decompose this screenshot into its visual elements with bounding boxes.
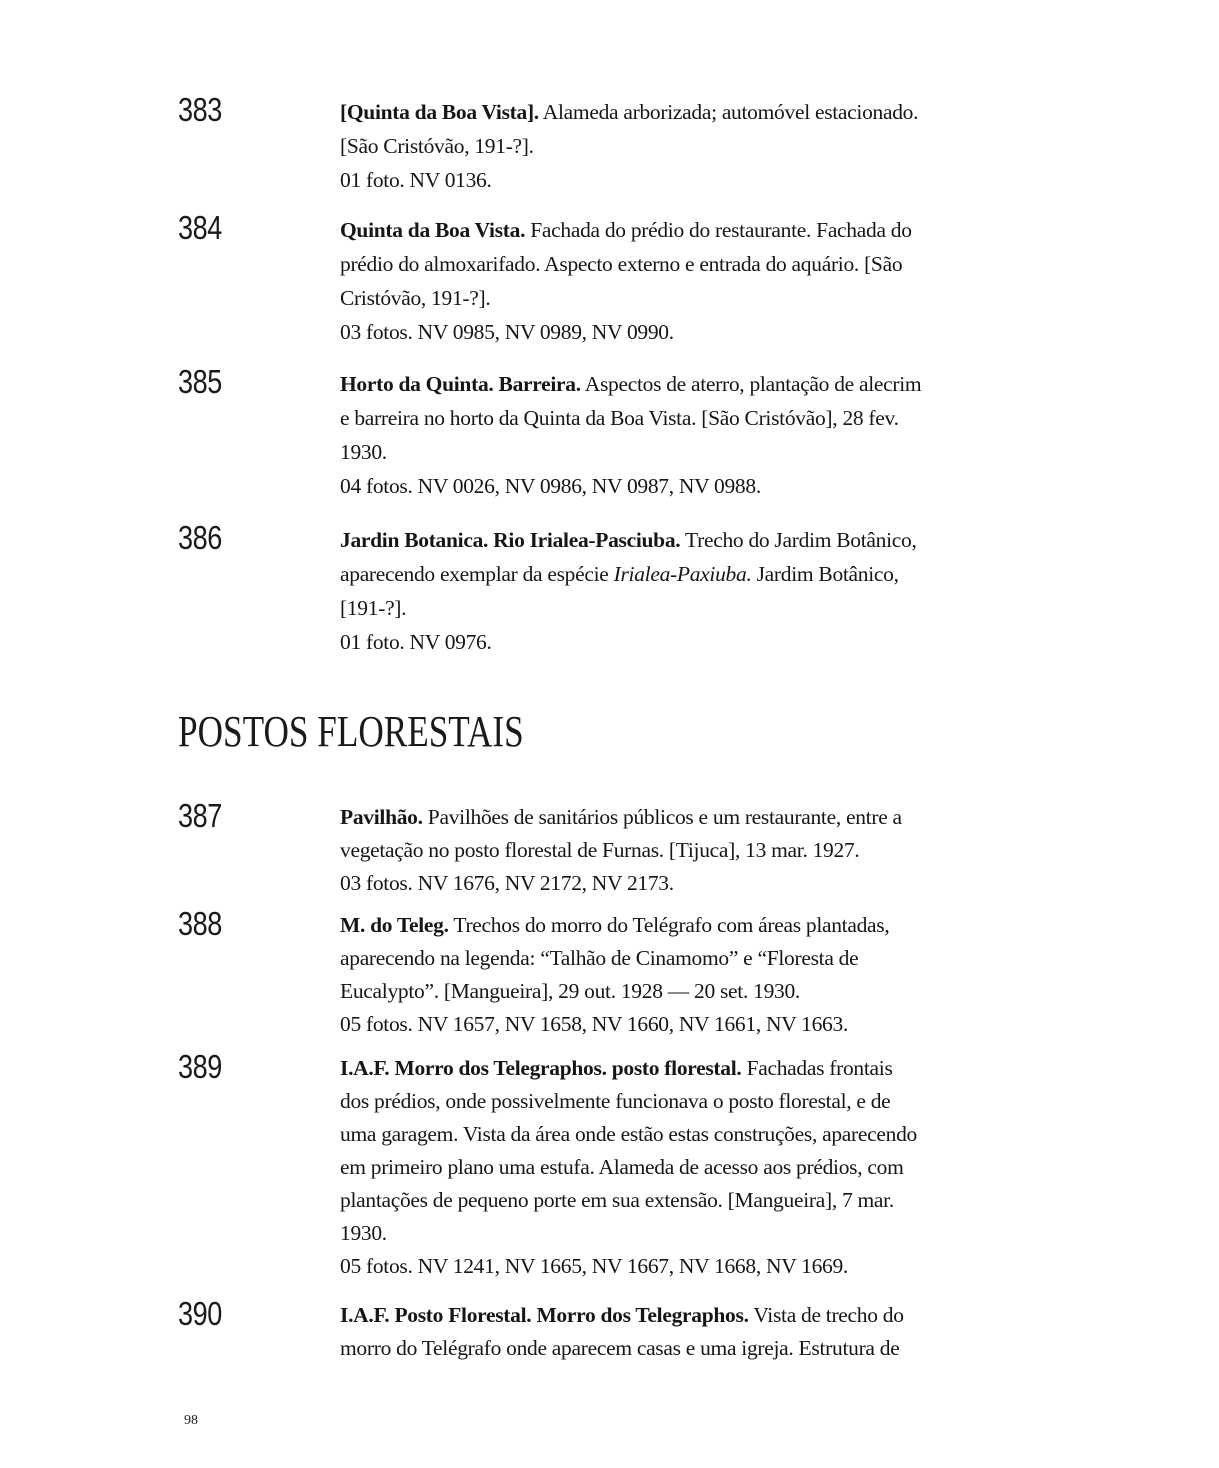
entry-number: 383 <box>178 91 222 128</box>
section-title: POSTOS FLORESTAIS <box>178 707 524 756</box>
entry-text <box>340 213 930 349</box>
entry-description: Pavilhões de sanitários públicos e um restaurante, entre a <box>422 805 902 829</box>
entry-line <box>340 801 930 834</box>
entry-description: vegetação no posto florestal de Furnas. [Tijuca], 13 mar. 1927. <box>340 838 860 862</box>
entry-description: Fachada do prédio do restaurante. Fachada do <box>525 218 912 242</box>
entry-line <box>340 1052 930 1085</box>
entry-number: 384 <box>178 209 222 246</box>
entry-description: dos prédios, onde possivelmente funcionava o posto florestal, e de <box>340 1089 891 1113</box>
entry-description: Cristóvão, 191-?]. <box>340 286 491 310</box>
entry-line <box>340 95 930 129</box>
entry-italic-text: Irialea-Paxiuba. <box>613 562 752 586</box>
entry-line <box>340 281 930 315</box>
entry-line <box>340 1299 930 1332</box>
entry-heading: I.A.F. Posto Florestal. Morro dos Telegraphos. <box>340 1303 749 1327</box>
entry-line <box>340 247 930 281</box>
entry-description: 05 fotos. NV 1657, NV 1658, NV 1660, NV 1661, NV 1663. <box>340 1012 848 1036</box>
entry-description: [São Cristóvão, 191-?]. <box>340 134 534 158</box>
entry-description: prédio do almoxarifado. Aspecto externo e entrada do aquário. [São <box>340 252 903 276</box>
entry-description: em primeiro plano uma estufa. Alameda de acesso aos prédios, com <box>340 1155 904 1179</box>
entry-description: 01 foto. NV 0976. <box>340 630 492 654</box>
entry-line <box>340 1118 930 1151</box>
entry-number: 386 <box>178 519 222 556</box>
entry-line <box>340 315 930 349</box>
entry-description: morro do Telégrafo onde aparecem casas e uma igreja. Estrutura de <box>340 1336 900 1360</box>
entry-line <box>340 1151 930 1184</box>
entry-description: Fachadas frontais <box>741 1056 893 1080</box>
entry-description: 1930. <box>340 1221 387 1245</box>
entry-description: aparecendo exemplar da espécie <box>340 562 614 586</box>
entry-line <box>340 1184 930 1217</box>
entry-text <box>340 801 930 900</box>
entry-line <box>340 557 930 591</box>
entry-text <box>340 367 930 503</box>
entry-description: 1930. <box>340 440 387 464</box>
entry-description: Alameda arborizada; automóvel estacionado. <box>538 100 919 124</box>
entry-description: [191-?]. <box>340 596 407 620</box>
entry-line <box>340 942 930 975</box>
entry-line <box>340 1217 930 1250</box>
entry-line <box>340 213 930 247</box>
entry-description: Aspectos de aterro, plantação de alecrim <box>580 372 922 396</box>
entry-text <box>340 1299 930 1365</box>
entry-line <box>340 129 930 163</box>
entry-heading: Horto da Quinta. Barreira. <box>340 372 581 396</box>
entry-description: uma garagem. Vista da área onde estão estas construções, aparecendo <box>340 1122 917 1146</box>
entry-line <box>340 909 930 942</box>
entry-number: 385 <box>178 363 222 400</box>
entry-text <box>340 909 930 1041</box>
entry-line <box>340 367 930 401</box>
entry-description: 03 fotos. NV 1676, NV 2172, NV 2173. <box>340 871 674 895</box>
entry-description: e barreira no horto da Quinta da Boa Vista. [São Cristóvão], 28 fev. <box>340 406 899 430</box>
entry-description: Jardim Botânico, <box>751 562 899 586</box>
entry-description: 01 foto. NV 0136. <box>340 168 492 192</box>
entry-line <box>340 1085 930 1118</box>
entry-line <box>340 1008 930 1041</box>
entry-text <box>340 523 930 659</box>
entry-description: 04 fotos. NV 0026, NV 0986, NV 0987, NV 0988. <box>340 474 761 498</box>
entry-heading: M. do Teleg. <box>340 913 449 937</box>
entry-line <box>340 401 930 435</box>
entry-line <box>340 591 930 625</box>
entry-line <box>340 1250 930 1283</box>
entry-number: 387 <box>178 797 222 834</box>
entry-line <box>340 435 930 469</box>
entry-line <box>340 523 930 557</box>
entry-heading: Jardin Botanica. Rio Irialea-Pasciuba. <box>340 528 681 552</box>
page-number: 98 <box>184 1413 198 1428</box>
entry-line <box>340 867 930 900</box>
entry-description: aparecendo na legenda: “Talhão de Cinamomo” e “Floresta de <box>340 946 859 970</box>
entry-description: Vista de trecho do <box>748 1303 904 1327</box>
entry-description: Trecho do Jardim Botânico, <box>680 528 917 552</box>
entry-description: 03 fotos. NV 0985, NV 0989, NV 0990. <box>340 320 674 344</box>
entry-description: Eucalypto”. [Mangueira], 29 out. 1928 — 20 set. 1930. <box>340 979 800 1003</box>
entry-heading: Pavilhão. <box>340 805 423 829</box>
entry-heading: [Quinta da Boa Vista]. <box>340 100 539 124</box>
entry-line <box>340 469 930 503</box>
entry-line <box>340 834 930 867</box>
entry-heading: Quinta da Boa Vista. <box>340 218 526 242</box>
entry-description: plantações de pequeno porte em sua extensão. [Mangueira], 7 mar. <box>340 1188 894 1212</box>
entry-text <box>340 95 930 197</box>
entry-heading: I.A.F. Morro dos Telegraphos. posto florestal. <box>340 1056 742 1080</box>
entry-line <box>340 163 930 197</box>
entry-line <box>340 1332 930 1365</box>
entry-text <box>340 1052 930 1283</box>
entry-number: 390 <box>178 1295 222 1332</box>
entry-number: 388 <box>178 905 222 942</box>
entry-line <box>340 625 930 659</box>
entry-number: 389 <box>178 1048 222 1085</box>
entry-description: 05 fotos. NV 1241, NV 1665, NV 1667, NV 1668, NV 1669. <box>340 1254 848 1278</box>
entry-description: Trechos do morro do Telégrafo com áreas plantadas, <box>448 913 890 937</box>
entry-line <box>340 975 930 1008</box>
